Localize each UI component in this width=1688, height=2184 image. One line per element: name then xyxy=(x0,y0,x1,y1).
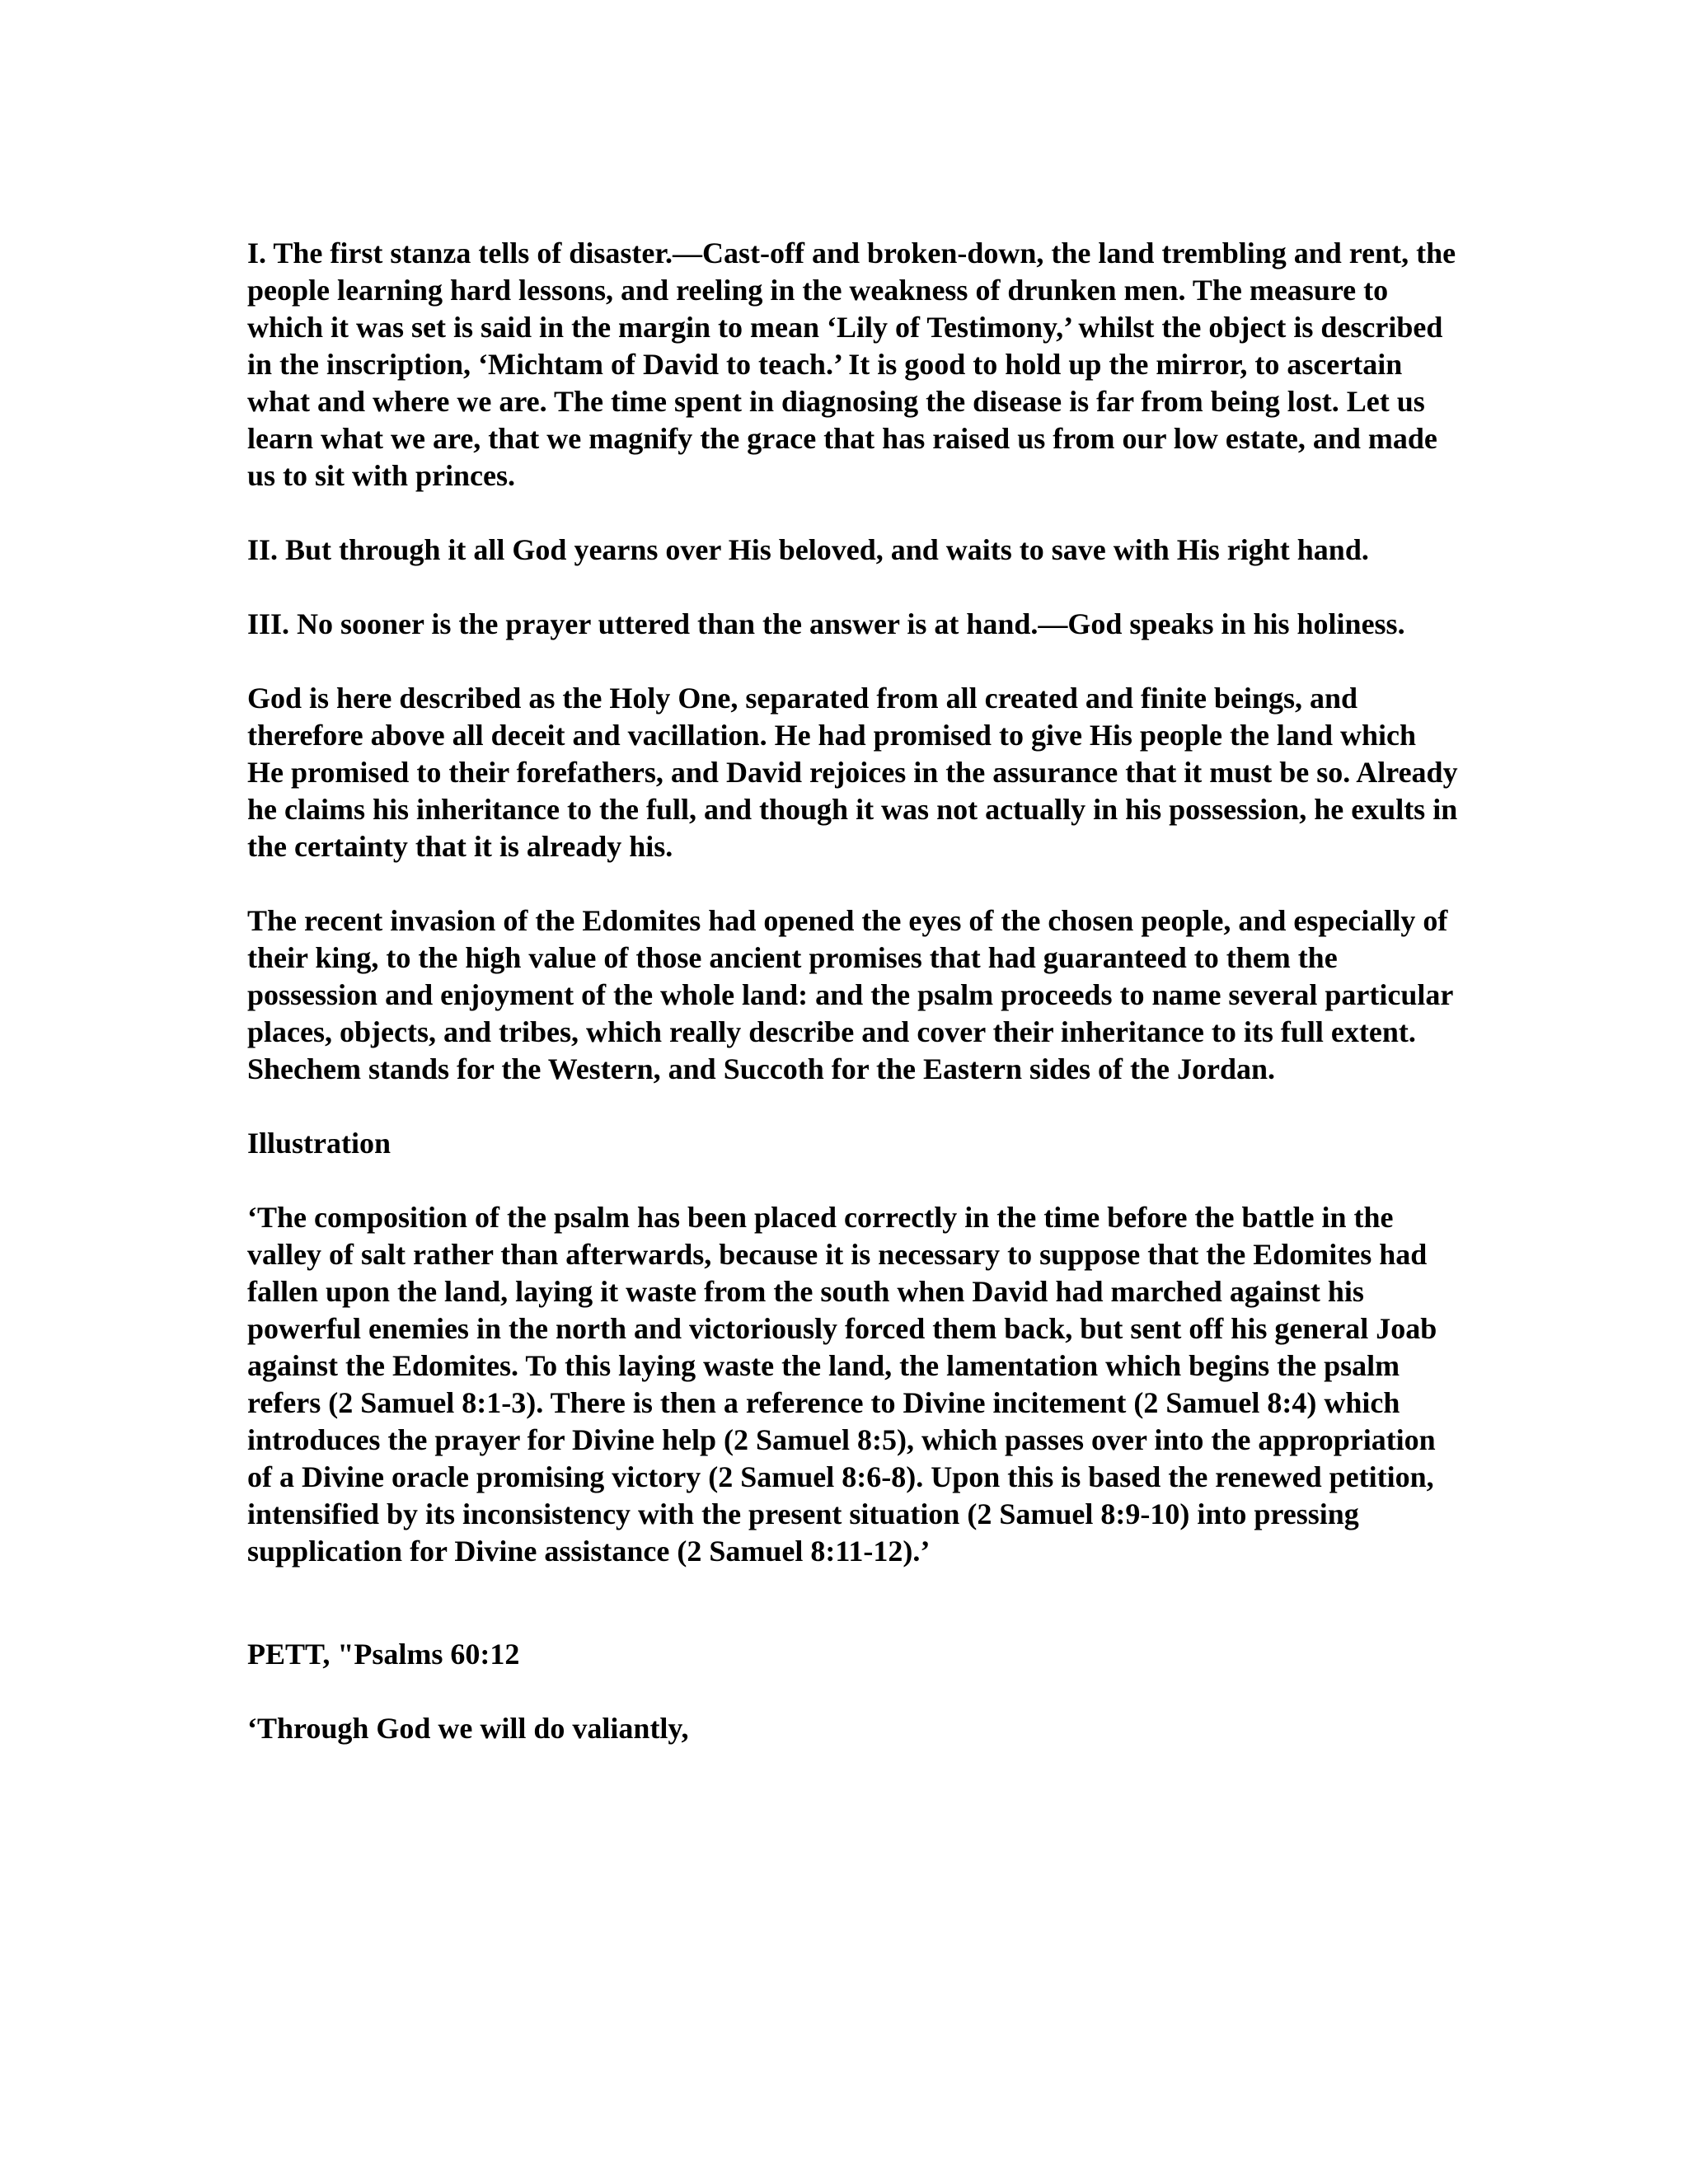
section-heading-illustration: Illustration xyxy=(247,1127,392,1160)
document-body xyxy=(247,235,1459,1784)
section-heading-pett: PETT, "Psalms 60:12 xyxy=(247,1638,520,1671)
paragraph-verse-quote: ‘Through God we will do valiantly, xyxy=(247,1712,689,1745)
paragraph-illustration-quote: ‘The composition of the psalm has been placed correctly in the time before the battle in the valley of salt rather than afterwards, because it is necessary to suppose that the Edomites had fallen upon the land, laying it waste from the south when David had marched against his powerful enemies in the north and victoriously forced them back, but sent off his general Joab against the Edomites. To this laying waste the land, the lamentation which begins the psalm refers (2 Samuel 8:1-3). There is then a reference to Divine incitement (2 Samuel 8:4) which introduces the prayer for Divine help (2 Samuel 8:5), which passes over into the appropriation of a Divine oracle promising victory (2 Samuel 8:6-8). Upon this is based the renewed petition, intensified by its inconsistency with the present situation (2 Samuel 8:9-10) into pressing supplication for Divine assistance (2 Samuel 8:11-12).’ xyxy=(247,1201,1437,1568)
paragraph-edomites-invasion: The recent invasion of the Edomites had opened the eyes of the chosen people, and especially of their king, to the high value of those ancient promises that had guaranteed to them the possession and enjoyment of the whole land: and the psalm proceeds to name several particular places, objects, and tribes, which really describe and cover their inheritance to its full extent. Shechem stands for the Western, and Succoth for the Eastern sides of the Jordan. xyxy=(247,904,1453,1085)
paragraph-stanza-three: III. No sooner is the prayer uttered than the answer is at hand.—God speaks in his holiness. xyxy=(247,607,1405,640)
paragraph-stanza-two: II. But through it all God yearns over His beloved, and waits to save with His right hand. xyxy=(247,533,1369,566)
paragraph-holy-one: God is here described as the Holy One, separated from all created and finite beings, and therefore above all deceit and vacillation. He had promised to give His people the land which He promised to their forefathers, and David rejoices in the assurance that it must be so. Already he claims his inheritance to the full, and though it was not actually in his possession, he exults in the certainty that it is already his. xyxy=(247,682,1458,863)
paragraph-stanza-one: I. The first stanza tells of disaster.—Cast-off and broken-down, the land trembling and rent, the people learning hard lessons, and reeling in the weakness of drunken men. The measure to which it was set is said in the margin to mean ‘Lily of Testimony,’ whilst the object is described in the inscription, ‘Michtam of David to teach.’ It is good to hold up the mirror, to ascertain what and where we are. The time spent in diagnosing the disease is far from being lost. Let us learn what we are, that we magnify the grace that has raised us from our low estate, and made us to sit with princes. xyxy=(247,237,1456,492)
